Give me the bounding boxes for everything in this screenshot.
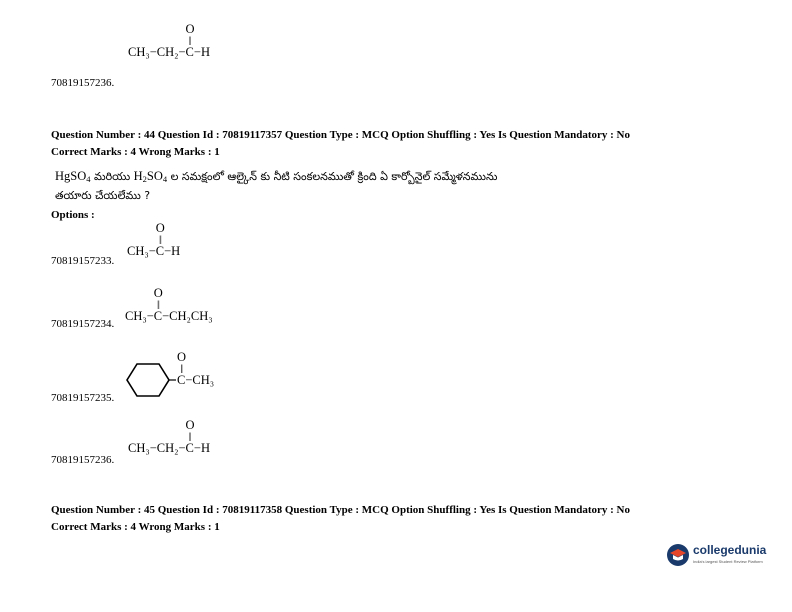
- options-label: Options :: [51, 209, 95, 221]
- h2so4-formula: $H_2SO_4$: [133, 169, 168, 184]
- hgso4-formula: HgSO$_4$: [55, 169, 91, 184]
- carbonyl-group: O || C: [185, 22, 195, 59]
- option-4-id: 70819157236.: [51, 454, 115, 466]
- option-2-formula[interactable]: CH₃− O || C−CH₂CH₃: [125, 286, 213, 323]
- question-header: Question Number : 44 Question Id : 70819117357 Question Type : MCQ Option Shuffling : Yes Is Question Mandatory : No: [51, 129, 630, 141]
- collegedunia-watermark: [666, 541, 784, 571]
- carbonyl-group: O || C: [155, 221, 165, 258]
- next-question-header: Question Number : 45 Question Id : 70819117358 Question Type : MCQ Option Shuffling : Yes Is Question Mandatory : No: [51, 504, 630, 516]
- brand-tagline: India's largest Student Review Platform: [693, 559, 763, 564]
- cyclohexane-ring-icon: [126, 360, 176, 400]
- carbonyl-group: O || C: [177, 350, 187, 387]
- graduation-cap-logo-icon: [666, 543, 690, 567]
- carbonyl-group: O || C: [185, 418, 195, 455]
- carbonyl-group: O || C: [153, 286, 163, 323]
- option-1-id: 70819157233.: [51, 255, 115, 267]
- prev-option-id: 70819157236.: [51, 77, 115, 89]
- option-3-formula[interactable]: O || C−CH₃: [177, 350, 215, 387]
- next-question-marks: Correct Marks : 4 Wrong Marks : 1: [51, 521, 220, 533]
- option-2-id: 70819157234.: [51, 318, 115, 330]
- option-4-formula[interactable]: CH₃−CH₂− O || C−H: [128, 418, 210, 455]
- brand-name: collegedunia: [693, 543, 767, 557]
- question-text-line2: తయారు చేయలేము ?: [55, 189, 151, 202]
- option-3-id: 70819157235.: [51, 392, 115, 404]
- question-text-line1: HgSO$_4$ మరియు $H_2SO_4$ ల సమక్షంలో ఆల్కైన్ కు నీటి సంకలనముతో క్రింది ఏ కార్బోనైల్ సమ్మేళనమును: [55, 169, 498, 184]
- option-1-formula[interactable]: CH₃− O || C−H: [127, 221, 181, 258]
- prev-option-formula: CH₃−CH₂− O || C−H: [128, 22, 210, 59]
- question-marks: Correct Marks : 4 Wrong Marks : 1: [51, 146, 220, 158]
